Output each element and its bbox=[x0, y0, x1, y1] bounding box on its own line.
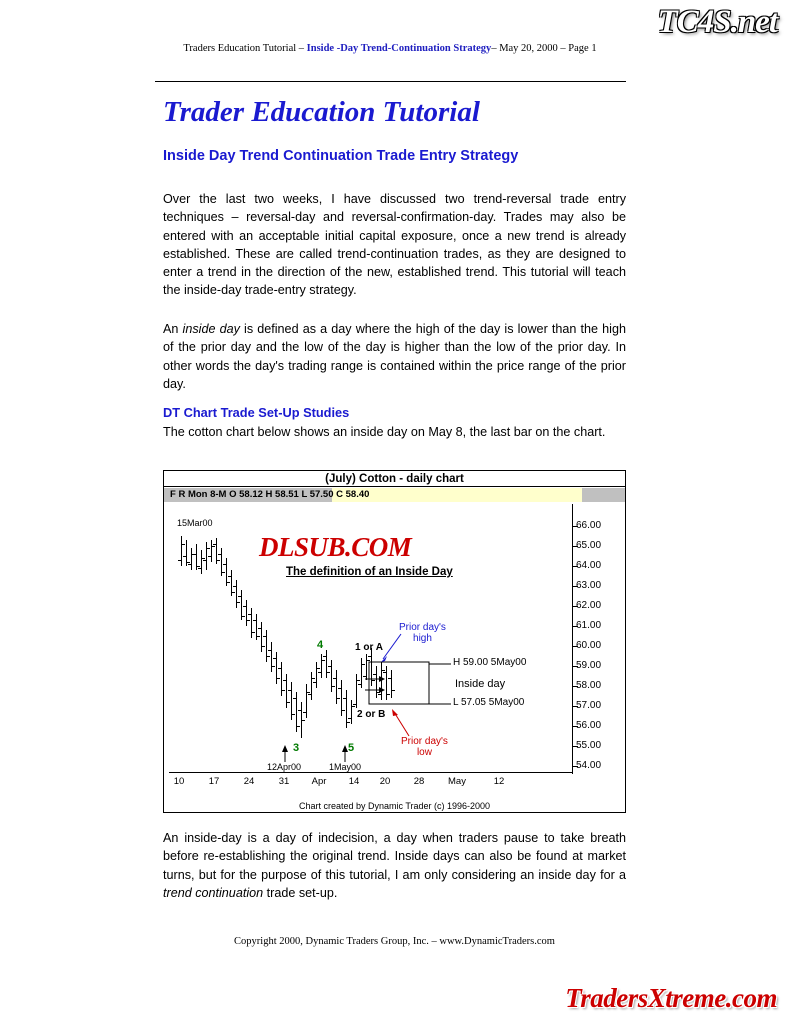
para4-emphasis: trend continuation bbox=[163, 885, 264, 900]
annotation-low-value: L 57.05 5May00 bbox=[453, 697, 525, 708]
annotation-wave-3: 3 bbox=[293, 742, 300, 754]
chart-title: (July) Cotton - daily chart bbox=[164, 471, 625, 487]
para4-part-b: trade set-up. bbox=[263, 885, 338, 900]
chart-credit: Chart created by Dynamic Trader (c) 1996-2000 bbox=[298, 801, 491, 811]
annotation-date-12apr: 12Apr00 bbox=[267, 762, 302, 772]
header-suffix: – May 20, 2000 – Page 1 bbox=[491, 43, 597, 54]
para2-part-a: An bbox=[163, 322, 183, 336]
header-divider bbox=[155, 81, 626, 82]
chart-start-label: 15Mar00 bbox=[177, 518, 213, 528]
page-header bbox=[155, 42, 625, 56]
paragraph-conclusion bbox=[163, 829, 626, 902]
annotation-date-1may: 1May00 bbox=[329, 762, 362, 772]
watermark-chart: DLSUB.COM bbox=[259, 532, 412, 562]
annotation-prior-day-high: Prior day's high bbox=[399, 622, 446, 644]
para2-emphasis: inside day bbox=[182, 322, 240, 336]
chart-plot-area bbox=[169, 504, 621, 809]
chart-definition-label: The definition of an Inside Day bbox=[286, 566, 453, 578]
section-heading: DT Chart Trade Set-Up Studies bbox=[163, 405, 350, 420]
watermark-bottom-right: TradersXtreme.com bbox=[565, 983, 777, 1013]
paragraph-chart-intro: The cotton chart below shows an inside day on May 8, the last bar on the chart. bbox=[163, 425, 606, 439]
para4-part-a: An inside-day is a day of indecision, a day when traders pause to take breath before re-establishing the original trend. Inside days can also be found at market turns, but for the purpose of this tutorial, I am only considering an inside day for a bbox=[163, 831, 626, 882]
copyright-notice: Copyright 2000, Dynamic Traders Group, Inc. – www.DynamicTraders.com bbox=[234, 936, 555, 947]
annotation-wave-5: 5 bbox=[348, 742, 355, 754]
chart-figure bbox=[163, 470, 626, 813]
chart-price-axis: 66.00 65.00 64.00 63.00 62.00 61.00 60.00 59.00 58.00 57.00 56.00 55.00 54.00 bbox=[572, 504, 621, 774]
watermark-top-right: TC4S.net bbox=[657, 4, 777, 40]
annotation-wave-1a: 1 or A bbox=[355, 642, 383, 653]
paragraph-definition bbox=[163, 320, 626, 393]
annotation-prior-day-low: Prior day's low bbox=[401, 736, 448, 758]
header-prefix: Traders Education Tutorial – bbox=[183, 43, 307, 54]
annotation-wave-4: 4 bbox=[317, 639, 324, 651]
para2-part-b: is defined as a day where the high of the day is lower than the high of the prior day and the low of the day is higher than the low of the prior day. In other words the day's trading range is contained within the price range of the prior day. bbox=[163, 322, 626, 391]
annotation-inside-day: Inside day bbox=[455, 678, 506, 690]
paragraph-intro: Over the last two weeks, I have discussed two trend-reversal trade entry techniques – reversal-day and reversal-confirmation-day. Trades may also be entered with an acceptable initial capital exposure, once a new trend is already established. These are called trend-continuation trades, as they are designed to enter a trend in the direction of the new, established trend. This tutorial will teach the inside-day trade-entry strategy. bbox=[163, 192, 626, 298]
header-highlight: Inside -Day Trend-Continuation Strategy bbox=[306, 43, 492, 54]
annotation-high-value: H 59.00 5May00 bbox=[453, 657, 527, 668]
page-subtitle: Inside Day Trend Continuation Trade Entry Strategy bbox=[163, 148, 519, 164]
chart-quote-highlight bbox=[332, 488, 582, 502]
annotation-wave-2b: 2 or B bbox=[357, 709, 386, 720]
page-title: Trader Education Tutorial bbox=[163, 96, 480, 128]
chart-date-axis: 10 17 24 31 Apr 14 20 28 May 12 bbox=[169, 772, 573, 797]
chart-quote-text: F R Mon 8-M O 58.12 H 58.51 L 57.50 C 58.40 bbox=[170, 489, 370, 500]
